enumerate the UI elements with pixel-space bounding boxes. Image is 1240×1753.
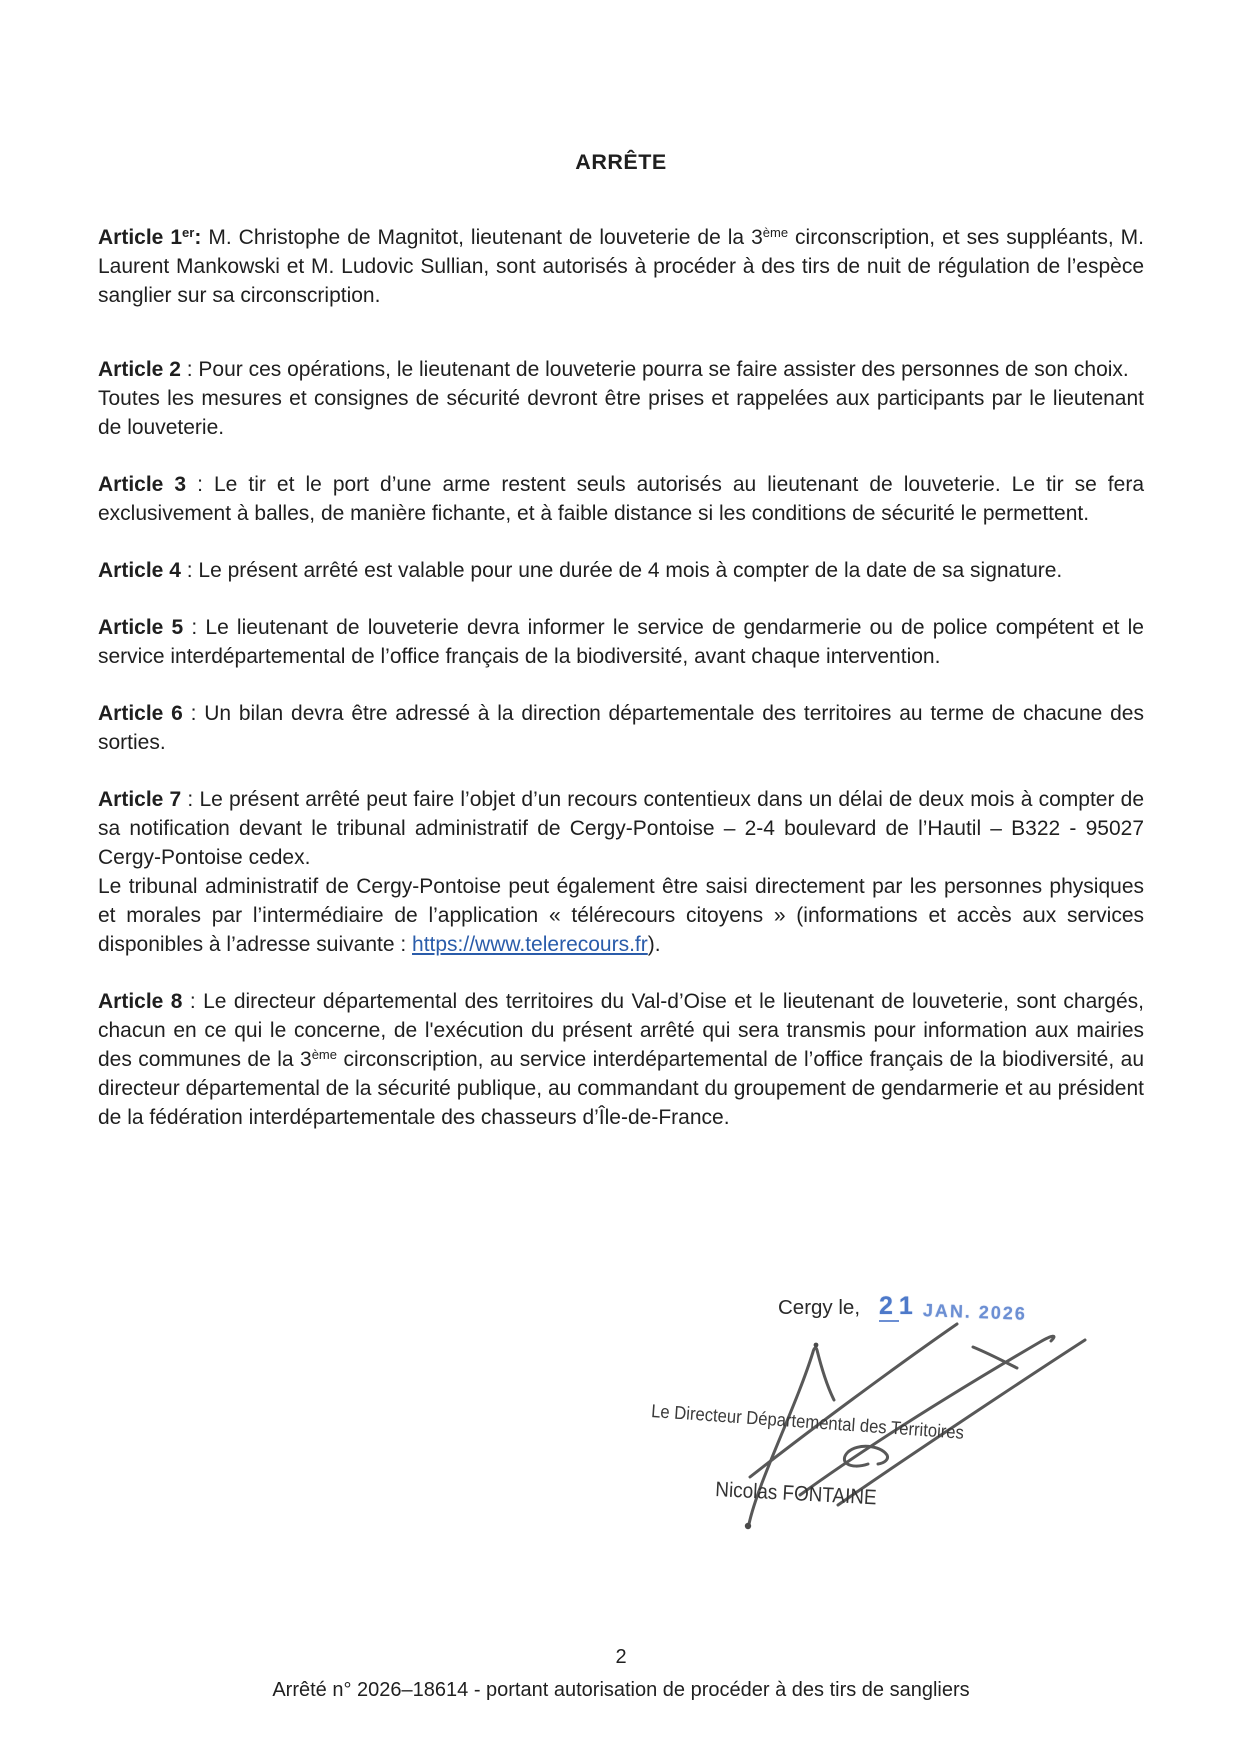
article-5-label: Article 5 xyxy=(98,616,184,639)
article-5 xyxy=(98,613,1144,671)
date-stamp-day-digit-1: 2 xyxy=(879,1292,899,1320)
article-3-label: Article 3 xyxy=(98,473,187,496)
article-1 xyxy=(98,223,1144,310)
article-8-text-superscript: ème xyxy=(311,1047,337,1062)
article-4-colon: : xyxy=(180,559,199,582)
article-4-label: Article 4 xyxy=(98,559,181,582)
signature-place-label: Cergy le, xyxy=(778,1296,861,1319)
article-1-label: Article 1 xyxy=(98,226,183,249)
article-2 xyxy=(98,355,1144,442)
article-6-paragraph xyxy=(98,699,1144,757)
article-3-colon: : xyxy=(186,473,214,496)
article-6-text: Un bilan devra être adressé à la direction départementale des territoires au terme de chacune des sorties. xyxy=(98,702,1144,754)
document-body xyxy=(98,150,1144,1160)
article-7-text-1: Le présent arrêté peut faire l’objet d’un recours contentieux dans un délai de deux mois à compter de sa notification devant le tribunal administratif de Cergy-Pontoise – 2-4 boulevard de l’Hautil – B322 - 95027 Cergy-Pontoise cedex. xyxy=(98,788,1145,869)
article-7 xyxy=(98,785,1144,959)
article-5-text: Le lieutenant de louveterie devra informer le service de gendarmerie ou de police compétent et le service interdépartemental de l’office français de la biodiversité, avant chaque intervention. xyxy=(98,616,1144,668)
article-8-paragraph xyxy=(98,987,1144,1132)
article-6-colon: : xyxy=(182,702,205,725)
article-7-text-3: ). xyxy=(647,933,661,956)
article-7-paragraph-1 xyxy=(98,785,1144,872)
article-4-text: Le présent arrêté est valable pour une durée de 4 mois à compter de la date de sa signature. xyxy=(198,559,1063,582)
article-2-paragraph-2: Toutes les mesures et consignes de sécurité devront être prises et rappelées aux participants par le lieutenant de louveterie. xyxy=(98,387,1144,439)
article-7-label: Article 7 xyxy=(98,788,182,811)
article-4 xyxy=(98,556,1144,585)
article-1-text-superscript: ème xyxy=(762,225,789,240)
page-title: ARRÊTE xyxy=(575,150,667,174)
article-1-paragraph xyxy=(98,223,1144,310)
article-1-text: M. Christophe de Magnitot, lieutenant de louveterie de la 3 xyxy=(208,226,763,249)
article-1-colon: : xyxy=(194,226,209,249)
article-3 xyxy=(98,470,1144,528)
date-stamp-day-digit-2: 1 xyxy=(898,1292,919,1320)
article-6 xyxy=(98,699,1144,757)
article-8-text-continued: circonscription, au service interdépartemental de l’office français de la biodiversité, au directeur départemental de la sécurité publique, au commandant du groupement de gendarmerie et au président de la fédération interdépartementale des chasseurs d’Île-de-France. xyxy=(98,1048,1144,1129)
article-4-paragraph xyxy=(98,556,1144,585)
page-number: 2 xyxy=(615,1646,627,1668)
article-2-label: Article 2 xyxy=(98,358,181,381)
article-8-text: Le directeur départemental des territoires du Val-d’Oise et le lieutenant de louveterie, sont chargés, chacun en ce qui le concerne, de l'exécution du présent arrêté qui sera transmis pour information aux mairies des communes de la 3 xyxy=(98,990,1144,1071)
article-5-paragraph xyxy=(98,613,1144,671)
telerecours-link[interactable]: https://www.telerecours.fr xyxy=(412,933,648,956)
article-3-text: Le tir et le port d’une arme restent seuls autorisés au lieutenant de louveterie. Le tir se fera exclusivement à balles, de manière fichante, et à faible distance si les conditions de sécurité le permettent. xyxy=(98,473,1144,525)
article-3-paragraph xyxy=(98,470,1144,528)
date-stamp-month-year: JAN. 2026 xyxy=(922,1300,1028,1324)
article-2-colon: : xyxy=(180,358,199,381)
article-2-paragraph-1 xyxy=(98,355,1144,384)
article-2-text-1: Pour ces opérations, le lieutenant de louveterie pourra se faire assister des personnes de son choix. xyxy=(198,358,1129,381)
signature-role: Le Directeur Départemental des Territoires xyxy=(650,1400,965,1443)
article-6-label: Article 6 xyxy=(98,702,183,725)
article-8-label: Article 8 xyxy=(98,990,183,1013)
article-8-colon: : xyxy=(182,990,204,1013)
article-5-colon: : xyxy=(183,616,206,639)
article-7-text-2: Le tribunal administratif de Cergy-Pontoise peut également être saisi directement par les personnes physiques et morales par l’intermédiaire de l’application « télérecours citoyens » (informations et accès aux services disponibles à l’adresse suivante : xyxy=(98,875,1144,956)
article-1-text-continued: circonscription, et ses suppléants, M. Laurent Mankowski et M. Ludovic Sullian, sont autorisés à procéder à des tirs de nuit de régulation de l’espèce sanglier sur sa circonscription. xyxy=(98,226,1145,307)
signatory-name: Nicolas FONTAINE xyxy=(714,1478,878,1510)
article-7-colon: : xyxy=(181,788,200,811)
article-7-paragraph-2 xyxy=(98,872,1144,959)
footer-note: Arrêté n° 2026–18614 - portant autorisation de procéder à des tirs de sangliers xyxy=(272,1679,970,1701)
article-1-label-superscript: er xyxy=(182,225,195,240)
article-8 xyxy=(98,987,1144,1132)
